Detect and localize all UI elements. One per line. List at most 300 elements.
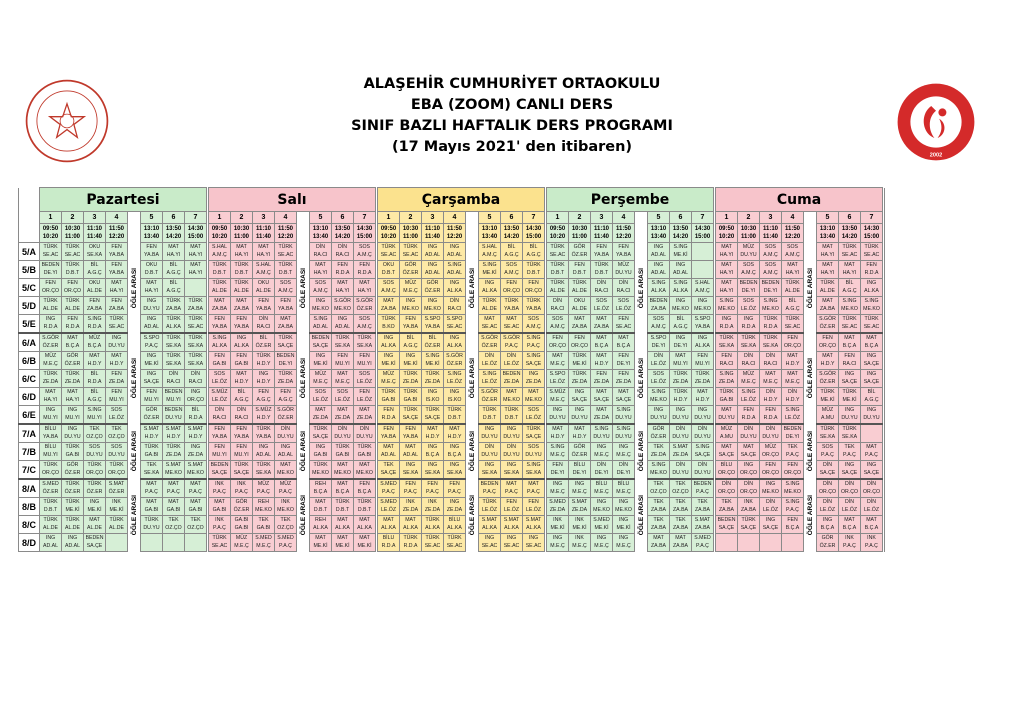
lesson-subject: TEK (111, 426, 122, 433)
lesson-cell (106, 370, 128, 388)
lesson-cell (569, 461, 591, 480)
lesson-subject: MAT (787, 371, 798, 378)
lesson-subject: ING (484, 535, 495, 542)
lesson-teacher: LE.ÖZ (313, 396, 328, 403)
lesson-cell (62, 279, 84, 297)
lesson-teacher: AL.DE (43, 524, 58, 531)
lesson-cell (332, 479, 354, 498)
lesson-subject: S.ING (526, 353, 541, 360)
lesson-cell (479, 498, 501, 516)
lesson-cell (40, 315, 62, 334)
period-number: 3 (591, 212, 613, 224)
lesson-teacher: M.E.Ç (43, 360, 58, 367)
lesson-cell (817, 352, 839, 370)
lesson-teacher: AL.DE (482, 305, 497, 312)
lesson-cell (738, 534, 760, 552)
lesson-subject: TÜRK (43, 499, 58, 506)
lesson-teacher: DE.YI (651, 342, 666, 349)
lesson-teacher: ÖZ.ER (819, 378, 836, 385)
period-end: 10:20 (549, 234, 566, 240)
lesson-cell (670, 534, 692, 552)
lesson-cell (760, 461, 782, 480)
lesson-teacher: ZA.BA (651, 506, 666, 513)
lesson-teacher: AL.KA (482, 287, 497, 294)
lesson-cell (501, 406, 523, 425)
lesson-subject: DİN (281, 426, 290, 433)
lesson-subject: GÖR (652, 426, 665, 433)
lesson-cell (817, 498, 839, 516)
lesson-teacher: HA.YI (785, 269, 800, 276)
lesson-subject: ING (506, 426, 517, 433)
lesson-teacher: ZE.DA (650, 451, 667, 458)
lesson-teacher: DE.YI (43, 269, 58, 276)
lesson-cell (185, 352, 207, 370)
lesson-teacher: AD.AL (425, 251, 440, 258)
lesson-teacher: LE.ÖZ (212, 378, 227, 385)
lesson-subject: TÜRK (166, 444, 181, 451)
lesson-teacher: ÖZ.ER (571, 251, 588, 258)
lesson-subject: FEN (787, 462, 798, 469)
lesson-subject: MAT (146, 499, 157, 506)
lesson-cell (354, 498, 376, 516)
lesson-cell (275, 352, 297, 370)
lesson-teacher: GA.BI (357, 451, 372, 458)
lesson-subject: DİN (338, 426, 347, 433)
lesson-subject: GÖR (66, 462, 79, 469)
lesson-cell (782, 516, 804, 534)
lesson-teacher: SE.KA (446, 469, 463, 476)
lesson-cell (40, 333, 62, 352)
lunch-gap (804, 224, 817, 243)
period-number: 2 (62, 212, 84, 224)
period-number: 3 (84, 212, 106, 224)
lesson-subject: TÜRK (763, 316, 778, 323)
lesson-subject: GÖR (573, 444, 586, 451)
program-subtitle: EBA (ZOOM) CANLI DERS (410, 97, 614, 113)
lesson-teacher: ZE.DA (402, 506, 419, 513)
lesson-cell (569, 406, 591, 425)
period-number: 4 (444, 212, 466, 224)
lesson-teacher: ME.KO (255, 506, 272, 513)
lesson-teacher: R.D.A (381, 414, 396, 421)
document-header (0, 74, 1024, 158)
lesson-subject: MAT (168, 481, 179, 488)
lesson-subject: MAT (697, 389, 708, 396)
lesson-cell (782, 498, 804, 516)
lesson-teacher: SE.AC (277, 251, 294, 258)
lesson-subject: FEN (280, 298, 291, 305)
lesson-teacher: OR.ÇO (502, 287, 520, 294)
lesson-subject: BEDEN (210, 462, 229, 469)
lesson-subject: MAT (190, 244, 201, 251)
lesson-teacher: SE.AC (525, 542, 542, 549)
lesson-teacher: ZE.DA (424, 506, 441, 513)
lesson-teacher: LE.ÖZ (381, 506, 396, 513)
lunch-break-text: ÖĞLE ARASI (299, 267, 307, 308)
lesson-cell (354, 534, 376, 552)
lesson-teacher: AL.KA (482, 524, 497, 531)
lesson-subject: ING (618, 444, 629, 451)
lesson-cell (523, 261, 545, 279)
lesson-subject: MAT (146, 280, 157, 287)
lesson-cell (422, 261, 444, 279)
period-time (670, 224, 692, 243)
lesson-subject: TÜRK (594, 262, 609, 269)
lesson-cell (501, 352, 523, 370)
lesson-subject: TÜRK (278, 371, 293, 378)
lesson-subject: ING (146, 298, 157, 305)
lesson-subject: TÜRK (572, 353, 587, 360)
period-number: 1 (378, 212, 400, 224)
lesson-cell (760, 406, 782, 425)
lesson-cell (547, 370, 569, 388)
lesson-cell (209, 297, 231, 315)
lesson-teacher: MU.YI (695, 360, 710, 367)
lesson-cell (547, 243, 569, 261)
lesson-subject: INK (845, 535, 854, 542)
lesson-subject: TÜRK (335, 335, 350, 342)
lesson-subject: MAT (337, 517, 348, 524)
lesson-teacher: ÖZ.ER (424, 287, 441, 294)
lesson-teacher: ME.KO (165, 469, 182, 476)
lesson-teacher: ME.KO (784, 488, 801, 495)
lesson-cell (422, 443, 444, 461)
lesson-teacher: OR.ÇO (524, 287, 542, 294)
lesson-cell (444, 516, 466, 534)
lesson-cell (569, 279, 591, 297)
lesson-teacher: DU.YU (740, 251, 757, 258)
lesson-subject: ING (190, 444, 201, 451)
lesson-teacher: SA.ÇE (740, 451, 757, 458)
lesson-teacher: HA.YI (144, 287, 159, 294)
lesson-subject: BİL (191, 407, 200, 414)
lesson-cell (817, 243, 839, 261)
lesson-cell (547, 406, 569, 425)
period-end: 12:20 (784, 234, 801, 240)
lesson-subject: BEDEN (480, 481, 499, 488)
lesson-cell (591, 516, 613, 534)
lesson-cell (84, 352, 106, 370)
lesson-cell (613, 534, 635, 552)
lesson-teacher: YA.BA (109, 251, 124, 258)
lesson-subject: S.ING (695, 444, 710, 451)
lesson-subject: FEN (337, 262, 348, 269)
lesson-cell (400, 297, 422, 315)
lesson-teacher: OR.ÇO (717, 488, 735, 495)
lesson-cell (231, 498, 253, 516)
lesson-cell (332, 243, 354, 261)
lesson-subject: TÜRK (188, 353, 203, 360)
lesson-subject: TEK (168, 517, 179, 524)
lesson-teacher: ZA.BA (695, 506, 710, 513)
lesson-teacher: SA.ÇE (819, 469, 836, 476)
period-end: 15:00 (356, 234, 373, 240)
lunch-break-label (804, 243, 817, 334)
lesson-subject: S.ING (741, 389, 756, 396)
lesson-teacher: ÖZ.ER (42, 488, 59, 495)
lesson-subject: ING (236, 335, 247, 342)
lesson-subject: TÜRK (313, 426, 328, 433)
lesson-cell (141, 370, 163, 388)
class-label: 8/B (19, 498, 40, 516)
lesson-teacher: OR.ÇO (41, 287, 59, 294)
lesson-teacher: OR.ÇO (717, 469, 735, 476)
lesson-teacher: ME.KO (593, 506, 610, 513)
lesson-cell (501, 279, 523, 297)
class-row (19, 352, 885, 370)
lesson-teacher: OZ.ÇO (165, 524, 182, 531)
lesson-teacher: SE.KA (481, 469, 498, 476)
lesson-cell (738, 352, 760, 370)
lesson-cell (84, 534, 106, 552)
period-end: 11:00 (233, 234, 249, 240)
lesson-subject: MÜZ (382, 371, 395, 378)
lesson-subject: S.MED (42, 481, 59, 488)
lesson-teacher: LE.ÖZ (335, 396, 350, 403)
lesson-cell (209, 352, 231, 370)
lesson-cell (613, 297, 635, 315)
lesson-subject: ING (653, 262, 664, 269)
lesson-teacher: P.A.Ç (279, 542, 292, 549)
lesson-cell (569, 261, 591, 279)
lesson-cell (444, 279, 466, 297)
lesson-subject: S.ING (425, 353, 440, 360)
period-start: 13:50 (503, 226, 520, 232)
lesson-subject: FEN (405, 426, 416, 433)
lunch-break-label (635, 424, 648, 479)
lesson-teacher: OZ.ÇO (672, 488, 689, 495)
lesson-teacher: DU.YU (481, 451, 498, 458)
class-label: 6/D (19, 388, 40, 406)
lesson-subject: INK (428, 499, 437, 506)
lesson-teacher: R.D.A (719, 323, 734, 330)
lesson-subject: TÜRK (719, 335, 734, 342)
lesson-teacher: AL.DE (87, 287, 102, 294)
lesson-teacher: D.B.T (381, 269, 396, 276)
lesson-cell (163, 534, 185, 552)
lesson-subject: FEN (111, 298, 122, 305)
lesson-cell (444, 479, 466, 498)
lesson-teacher: LE.ÖZ (357, 396, 372, 403)
lesson-subject: FEN (383, 407, 394, 414)
lesson-teacher: ZE.DA (503, 378, 520, 385)
lesson-teacher: H.D.Y (550, 433, 565, 440)
lesson-cell (839, 315, 861, 334)
lesson-cell (400, 388, 422, 406)
lesson-subject: BİL (867, 389, 876, 396)
lesson-cell (670, 443, 692, 461)
lesson-cell (670, 406, 692, 425)
lesson-cell (760, 279, 782, 297)
lesson-subject: MÜZ (314, 371, 327, 378)
lesson-cell (738, 315, 760, 334)
lesson-cell (523, 516, 545, 534)
lesson-subject: MAT (89, 517, 100, 524)
lesson-teacher: SE.AC (424, 542, 441, 549)
lesson-cell (253, 461, 275, 480)
lesson-teacher: AL.KA (357, 524, 372, 531)
lesson-cell (839, 534, 861, 552)
lesson-subject: FEN (236, 353, 247, 360)
lesson-cell (861, 352, 883, 370)
lesson-subject: FEN (506, 499, 517, 506)
period-start: 14:30 (187, 226, 204, 232)
lesson-teacher: DU.YU (615, 433, 632, 440)
period-time (648, 224, 670, 243)
lesson-teacher: SA.ÇE (762, 524, 779, 531)
lesson-teacher: B.Ç.A (864, 524, 879, 531)
lesson-teacher: LE.ÖZ (357, 378, 372, 385)
lesson-cell (692, 479, 714, 498)
period-number: 7 (861, 212, 883, 224)
lesson-teacher: GA.BI (313, 451, 328, 458)
lesson-subject: ING (596, 444, 607, 451)
period-start: 14:30 (863, 226, 880, 232)
lesson-subject: TÜRK (234, 262, 249, 269)
lesson-subject: MAT (359, 535, 370, 542)
lesson-cell (692, 534, 714, 552)
lesson-cell (275, 424, 297, 443)
lesson-teacher: A.G.Ç (278, 396, 293, 403)
lunch-break-text: ÖĞLE ARASI (637, 431, 645, 472)
lesson-teacher: M.E.Ç (550, 396, 565, 403)
lesson-subject: BİL (406, 335, 415, 342)
lesson-subject: FEN (574, 262, 585, 269)
lesson-cell (817, 370, 839, 388)
lesson-cell (648, 424, 670, 443)
lesson-subject: S.ING (482, 371, 497, 378)
lesson-subject: SOS (315, 280, 326, 287)
lesson-subject: MAT (866, 444, 877, 451)
lesson-subject: MAT (337, 481, 348, 488)
lesson-subject: S.ING (447, 371, 462, 378)
lesson-teacher: M.E.Ç (572, 488, 587, 495)
lesson-cell (354, 461, 376, 480)
period-start: 13:50 (165, 226, 182, 232)
lesson-subject: ING (449, 280, 460, 287)
lesson-cell (40, 261, 62, 279)
lesson-subject: TÜRK (673, 389, 688, 396)
lesson-subject: S.GÖR (277, 407, 294, 414)
lunch-break-label (297, 479, 310, 552)
lesson-teacher: M.E.Ç (550, 488, 565, 495)
lesson-teacher: A.G.Ç (403, 342, 418, 349)
lesson-teacher: SE.KA (402, 469, 419, 476)
lesson-cell (444, 315, 466, 334)
lesson-subject: ING (866, 407, 877, 414)
period-time (310, 224, 332, 243)
lesson-cell (253, 534, 275, 552)
lesson-teacher: H.D.Y (447, 433, 462, 440)
lesson-teacher: YA.BA (234, 323, 249, 330)
lesson-subject: MAT (765, 371, 776, 378)
lesson-cell (692, 333, 714, 352)
lesson-teacher: M.E.Ç (550, 360, 565, 367)
class-label: 5/C (19, 279, 40, 297)
lesson-cell (141, 406, 163, 425)
lesson-subject: TÜRK (234, 462, 249, 469)
lesson-subject: DİN (237, 407, 246, 414)
lesson-subject: MAT (168, 499, 179, 506)
lesson-cell (501, 243, 523, 261)
lesson-cell (613, 370, 635, 388)
lesson-cell (163, 498, 185, 516)
lesson-cell (523, 388, 545, 406)
lesson-teacher: LE.ÖZ (447, 378, 462, 385)
lesson-teacher: H.D.Y (256, 378, 271, 385)
lesson-teacher: ÖZ.ER (233, 506, 250, 513)
period-time (444, 224, 466, 243)
lesson-cell (40, 479, 62, 498)
lesson-cell (106, 388, 128, 406)
lesson-subject: MÜZ (764, 444, 777, 451)
lesson-subject: MAT (449, 426, 460, 433)
lesson-subject: MAT (337, 280, 348, 287)
lesson-subject: TÜRK (403, 244, 418, 251)
lesson-cell (378, 352, 400, 370)
period-end: 10:20 (380, 234, 397, 240)
lesson-teacher: SA.ÇE (86, 542, 103, 549)
lesson-subject: FEN (552, 335, 563, 342)
lesson-teacher: M.E.Ç (594, 488, 609, 495)
lesson-cell (275, 461, 297, 480)
lesson-subject: GÖR (145, 407, 158, 414)
lesson-teacher: GA.BI (212, 506, 227, 513)
lesson-cell (716, 534, 738, 552)
lesson-cell (839, 370, 861, 388)
lesson-subject: TÜRK (65, 244, 80, 251)
lesson-teacher: HA.YI (335, 287, 350, 294)
lesson-teacher: SE.AC (841, 251, 858, 258)
period-end: 15:00 (187, 234, 204, 240)
lesson-subject: MAT (405, 517, 416, 524)
lesson-teacher: P.A.Ç (527, 342, 540, 349)
period-end: 12:20 (446, 234, 463, 240)
lesson-cell (400, 516, 422, 534)
lesson-teacher: ME.Kİ (335, 542, 350, 549)
lesson-cell (62, 424, 84, 443)
lesson-cell (400, 479, 422, 498)
lesson-cell (141, 315, 163, 334)
lesson-cell (209, 261, 231, 279)
lesson-cell (670, 479, 692, 498)
lesson-subject: MAT (111, 353, 122, 360)
lesson-subject: ING (258, 444, 269, 451)
period-start: 11:50 (446, 226, 462, 232)
lesson-teacher: ZA.BA (741, 506, 756, 513)
lesson-teacher: AD.AL (43, 542, 58, 549)
lesson-subject: BEDEN (276, 353, 295, 360)
lesson-teacher: SE.AC (615, 323, 632, 330)
lesson-cell (84, 498, 106, 516)
lesson-cell (444, 370, 466, 388)
lesson-subject: S.ING (526, 462, 541, 469)
period-end: 11:00 (571, 234, 587, 240)
lesson-subject: ING (449, 499, 460, 506)
lesson-teacher: HA.YI (357, 287, 372, 294)
lesson-teacher: SE.AC (446, 323, 463, 330)
lesson-cell (760, 388, 782, 406)
lesson-subject: REH (315, 481, 326, 488)
lesson-teacher: DU.YU (841, 414, 858, 421)
lesson-cell (378, 406, 400, 425)
lesson-subject: TÜRK (425, 407, 440, 414)
period-end: 14:20 (165, 234, 182, 240)
lesson-cell (62, 406, 84, 425)
lesson-cell (547, 516, 569, 534)
lesson-cell (310, 261, 332, 279)
lesson-cell (670, 333, 692, 352)
